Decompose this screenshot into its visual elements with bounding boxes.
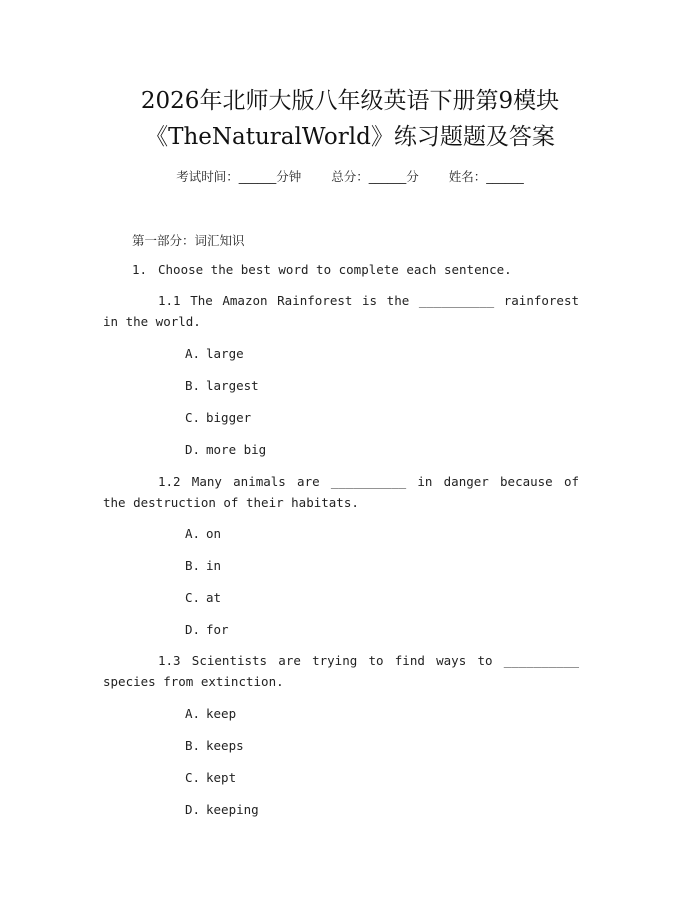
option-letter: B. bbox=[185, 738, 201, 753]
option-text: more big bbox=[206, 442, 267, 457]
option-1-1-b bbox=[185, 378, 259, 393]
question-stem-1-1: 1.1 The Amazon Rainforest is the __________ rainforest in the world. bbox=[103, 293, 579, 329]
section-heading: 第一部分：词汇知识 bbox=[132, 233, 245, 248]
option-1-3-c bbox=[185, 770, 236, 785]
option-text: largest bbox=[206, 378, 259, 393]
option-1-2-c bbox=[185, 590, 221, 605]
option-letter: D. bbox=[185, 802, 201, 817]
question-instruction bbox=[132, 262, 512, 277]
option-text: at bbox=[206, 590, 222, 605]
option-letter: B. bbox=[185, 558, 201, 573]
question-instruction-text: Choose the best word to complete each sentence. bbox=[158, 262, 512, 277]
option-text: on bbox=[206, 526, 222, 541]
option-1-3-a bbox=[185, 706, 236, 721]
exam-info-row bbox=[0, 167, 700, 185]
option-letter: C. bbox=[185, 590, 201, 605]
option-text: kept bbox=[206, 770, 237, 785]
total-score-label: 总分：______分 bbox=[331, 169, 419, 184]
option-text: bigger bbox=[206, 410, 252, 425]
option-text: in bbox=[206, 558, 222, 573]
option-1-2-b bbox=[185, 558, 221, 573]
option-text: keep bbox=[206, 706, 237, 721]
option-text: keeping bbox=[206, 802, 259, 817]
option-letter: B. bbox=[185, 378, 201, 393]
option-letter: C. bbox=[185, 410, 201, 425]
option-text: for bbox=[206, 622, 229, 637]
option-1-1-d bbox=[185, 442, 266, 457]
option-1-2-d bbox=[185, 622, 229, 637]
option-1-1-a bbox=[185, 346, 244, 361]
option-text: large bbox=[206, 346, 244, 361]
document-title-line1: 2026年北师大版八年级英语下册第9模块 bbox=[140, 88, 560, 114]
option-1-3-b bbox=[185, 738, 244, 753]
option-letter: A. bbox=[185, 346, 201, 361]
option-letter: D. bbox=[185, 442, 201, 457]
question-stem-1-2: 1.2 Many animals are __________ in danger because of the destruction of their habitats. bbox=[103, 474, 579, 510]
option-letter: D. bbox=[185, 622, 201, 637]
name-label: 姓名：______ bbox=[448, 169, 524, 184]
option-1-1-c bbox=[185, 410, 251, 425]
option-letter: C. bbox=[185, 770, 201, 785]
option-text: keeps bbox=[206, 738, 244, 753]
option-1-2-a bbox=[185, 526, 221, 541]
question-number: 1. bbox=[132, 262, 148, 277]
exam-time-label: 考试时间：______分钟 bbox=[176, 169, 302, 184]
option-letter: A. bbox=[185, 526, 201, 541]
option-letter: A. bbox=[185, 706, 201, 721]
question-stem-1-3: 1.3 Scientists are trying to find ways to __________ species from extinction. bbox=[103, 653, 579, 689]
option-1-3-d bbox=[185, 802, 259, 817]
document-title-line2: 《TheNaturalWorld》练习题题及答案 bbox=[145, 124, 555, 150]
